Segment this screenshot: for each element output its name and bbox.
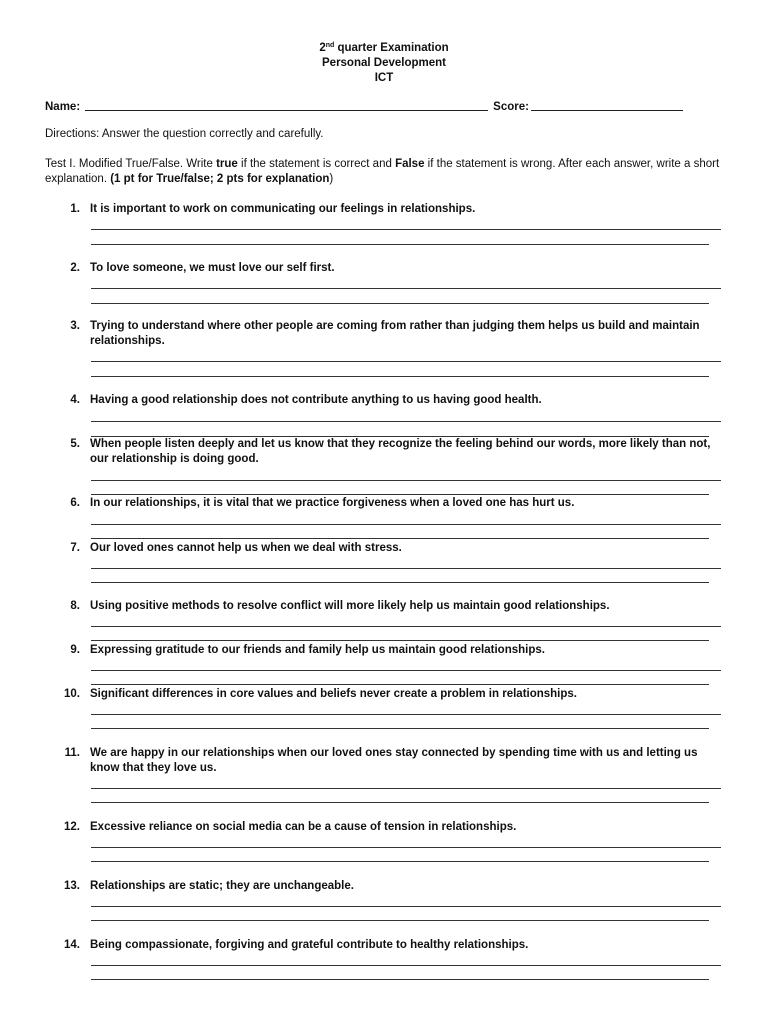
question-item	[45, 643, 725, 658]
question-text: To love someone, we must love our self first.	[90, 262, 335, 274]
question-number: 10.	[64, 688, 80, 700]
instr-close: )	[329, 173, 334, 185]
answer-line[interactable]	[91, 376, 709, 377]
question-text: When people listen deeply and let us know that they recognize the feeling behind our words, more likely than not, our relationship is doing good.	[90, 438, 711, 465]
question-text: Being compassionate, forgiving and grateful contribute to healthy relationships.	[90, 939, 529, 951]
score-field[interactable]	[531, 99, 683, 111]
question-item	[45, 496, 725, 511]
answer-line[interactable]	[91, 670, 721, 671]
answer-line[interactable]	[91, 861, 709, 862]
question-number: 14.	[64, 939, 80, 951]
question-item	[45, 746, 725, 776]
question-number: 6.	[70, 497, 80, 509]
answer-line[interactable]	[91, 920, 709, 921]
question-text: We are happy in our relationships when our loved ones stay connected by spending time with us and letting us know that they love us.	[90, 747, 698, 774]
instr-part3: if the statement is wrong. After each answer, write a short explanation.	[45, 158, 720, 185]
answer-line[interactable]	[91, 303, 709, 304]
answer-line[interactable]	[91, 640, 709, 641]
question-item	[45, 261, 725, 276]
question-text: Expressing gratitude to our friends and family help us maintain good relationships.	[90, 644, 545, 656]
instr-points: (1 pt for True/false; 2 pts for explanation	[110, 173, 330, 185]
question-text: Having a good relationship does not contribute anything to us having good health.	[90, 394, 542, 406]
question-number: 5.	[70, 438, 80, 450]
subject-code: ICT	[374, 72, 394, 84]
exam-title	[0, 38, 768, 56]
answer-line[interactable]	[91, 421, 721, 422]
question-text: Using positive methods to resolve conflict will more likely help us maintain good relationships.	[90, 600, 610, 612]
instr-part1: Test I. Modified True/False. Write	[45, 158, 217, 170]
question-number: 12.	[64, 821, 80, 833]
question-number: 3.	[70, 320, 80, 332]
answer-line[interactable]	[91, 979, 709, 980]
exam-header	[0, 38, 768, 86]
answer-line[interactable]	[91, 802, 709, 803]
name-label: Name:	[45, 101, 81, 113]
question-item	[45, 599, 725, 614]
name-score-row	[45, 99, 683, 113]
answer-line[interactable]	[91, 714, 721, 715]
subject-title: Personal Development	[322, 57, 446, 69]
answer-line[interactable]	[91, 568, 721, 569]
answer-line[interactable]	[91, 361, 721, 362]
name-field[interactable]	[85, 99, 488, 111]
answer-line[interactable]	[91, 684, 709, 685]
answer-line[interactable]	[91, 288, 721, 289]
instr-part2: if the statement is correct and	[237, 158, 396, 170]
question-text: Our loved ones cannot help us when we deal with stress.	[90, 542, 402, 554]
question-item	[45, 202, 725, 217]
instr-false-word: False	[395, 158, 425, 170]
question-number: 4.	[70, 394, 80, 406]
question-item	[45, 319, 725, 349]
question-number: 1.	[70, 203, 80, 215]
question-item	[45, 879, 725, 894]
question-text: It is important to work on communicating our feelings in relationships.	[90, 203, 476, 215]
question-number: 2.	[70, 262, 80, 274]
score-label: Score:	[493, 101, 529, 113]
question-text: Relationships are static; they are unchangeable.	[90, 880, 354, 892]
question-text: Trying to understand where other people are coming from rather than judging them helps us build and maintain relationships.	[90, 320, 700, 347]
answer-line[interactable]	[91, 538, 709, 539]
question-item	[45, 541, 725, 556]
directions-text: Directions: Answer the question correctly and carefully.	[45, 128, 324, 140]
answer-line[interactable]	[91, 524, 721, 525]
test-instructions	[45, 157, 725, 187]
question-item	[45, 820, 725, 835]
answer-line[interactable]	[91, 847, 721, 848]
answer-line[interactable]	[91, 906, 721, 907]
answer-line[interactable]	[91, 494, 709, 495]
answer-line[interactable]	[91, 626, 721, 627]
question-text: Significant differences in core values and beliefs never create a problem in relationships.	[90, 688, 577, 700]
question-item	[45, 437, 725, 467]
ordinal-suffix: nd	[325, 42, 335, 49]
answer-line[interactable]	[91, 229, 721, 230]
question-number: 11.	[64, 747, 80, 759]
answer-line[interactable]	[91, 244, 709, 245]
answer-line[interactable]	[91, 728, 709, 729]
question-item	[45, 393, 725, 408]
answer-line[interactable]	[91, 788, 721, 789]
question-text: Excessive reliance on social media can be a cause of tension in relationships.	[90, 821, 517, 833]
answer-line[interactable]	[91, 582, 709, 583]
question-number: 8.	[70, 600, 80, 612]
instr-true-word: true	[216, 158, 238, 170]
question-number: 7.	[70, 542, 80, 554]
exam-title-rest: quarter Examination	[334, 42, 449, 54]
question-number: 13.	[64, 880, 80, 892]
question-item	[45, 687, 725, 702]
question-item	[45, 938, 725, 953]
quarter-number: 2	[319, 42, 326, 54]
answer-line[interactable]	[91, 480, 721, 481]
question-number: 9.	[70, 644, 80, 656]
question-text: In our relationships, it is vital that we practice forgiveness when a loved one has hurt us.	[90, 497, 575, 509]
answer-line[interactable]	[91, 965, 721, 966]
